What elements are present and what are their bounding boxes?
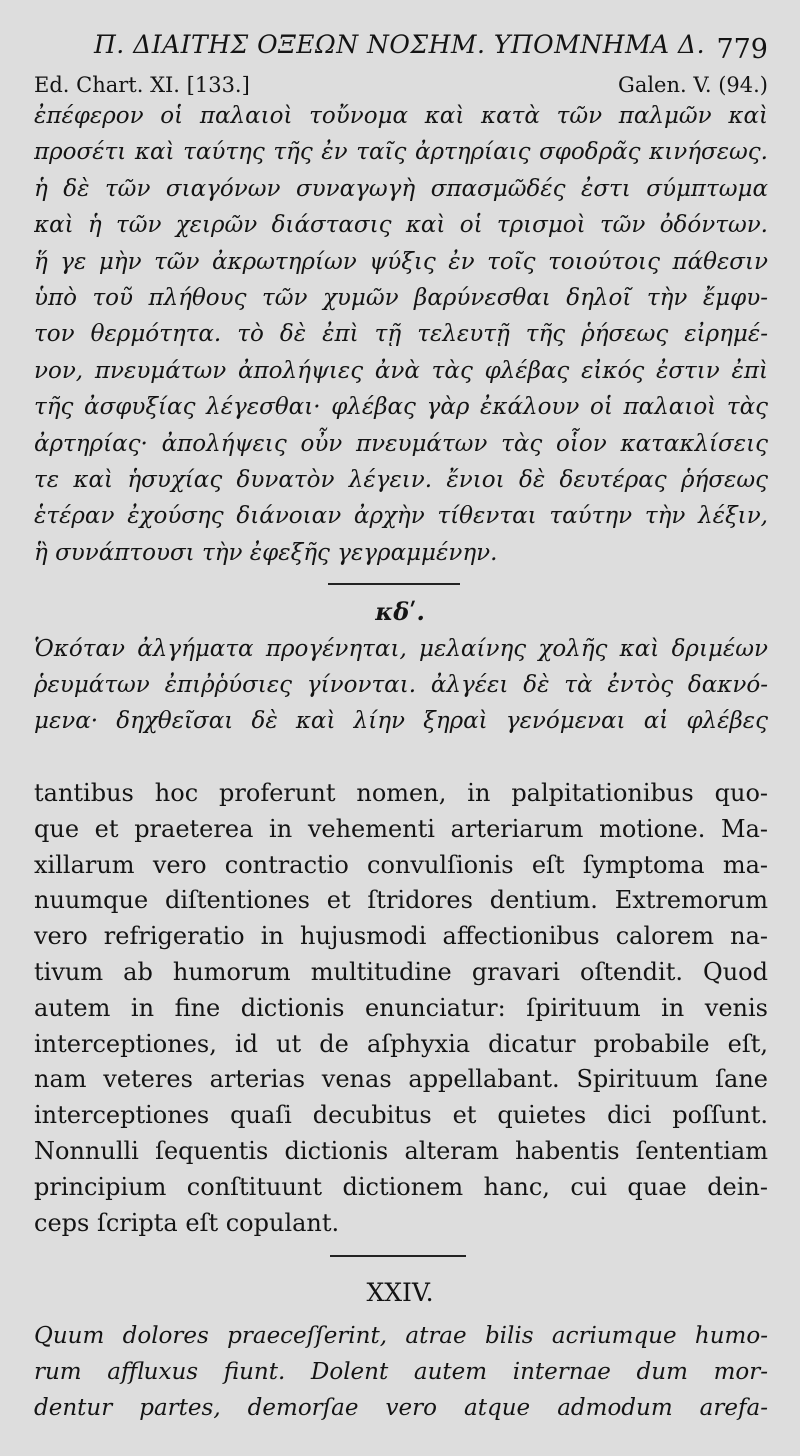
latin-commentary-line: tivum ab humorum multitudine gravari oſtendit. Quod bbox=[34, 957, 768, 986]
greek-lemma-line: ῥευμάτων ἐπιῤῥύσιες γίνονται. ἀλγέει δὲ τὰ ἐντὸς δακνό- bbox=[34, 672, 768, 698]
greek-commentary-line: ἑτέραν ἐχούσης διάνοιαν ἀρχὴν τίθενται ταύτην τὴν λέξιν, bbox=[34, 503, 768, 530]
greek-lemma-line: μενα· δηχθεῖσαι δὲ καὶ λίην ξηραὶ γενόμεναι αἱ φλέβες bbox=[34, 708, 768, 734]
latin-commentary-line: Nonnulli ſequentis dictionis alteram habentis ſententiam bbox=[34, 1136, 768, 1165]
greek-commentary-line: νον, πνευμάτων ἀπολήψιες ἀνὰ τὰς φλέβας εἰκός ἐστιν ἐπὶ bbox=[34, 357, 768, 384]
latin-lemma-line: Quum dolores praeceſſerint, atrae bilis acriumque humo- bbox=[34, 1323, 768, 1349]
greek-commentary-line: τῆς ἀσφυξίας λέγεσθαι· φλέβας γὰρ ἐκάλουν οἱ παλαιοὶ τὰς bbox=[34, 394, 768, 421]
latin-commentary-line: nam veteres arterias venas appellabant. Spirituum ſane bbox=[34, 1065, 768, 1094]
latin-section-number: XXIV. bbox=[366, 1278, 434, 1307]
latin-commentary-line: principium conſtituunt dictionem hanc, cui quae dein- bbox=[34, 1172, 768, 1201]
greek-commentary-line: ἐπέφερον οἱ παλαιοὶ τοὔνομα καὶ κατὰ τῶν παλμῶν καὶ bbox=[34, 103, 768, 129]
latin-lemma-line: rum affluxus fiunt. Dolent autem internae dum mor- bbox=[34, 1359, 768, 1385]
latin-commentary-line: xillarum vero contractio convulſionis eſt ſymptoma ma- bbox=[34, 850, 768, 879]
greek-commentary-line: τε καὶ ἡσυχίας δυνατὸν λέγειν. ἔνιοι δὲ δευτέρας ῥήσεως bbox=[34, 467, 768, 494]
latin-lemma bbox=[34, 1318, 768, 1426]
latin-commentary bbox=[34, 776, 768, 1241]
edition-reference-chartier: Ed. Chart. XI. [133.] bbox=[34, 73, 250, 97]
greek-commentary-line: ἀρτηρίας· ἀπολήψεις οὖν πνευμάτων τὰς οἷον κατακλίσεις bbox=[34, 430, 768, 457]
greek-lemma bbox=[34, 631, 768, 739]
latin-commentary-line: interceptiones quaſi decubitus et quietes dici poſſunt. bbox=[34, 1101, 768, 1130]
latin-commentary-line: interceptiones, id ut de aſphyxia dicatur probabile eſt, bbox=[34, 1029, 768, 1058]
latin-commentary-line: que et praeterea in vehementi arteriarum motione. Ma- bbox=[34, 814, 768, 843]
greek-commentary-line: ὑπὸ τοῦ πλήθους τῶν χυμῶν βαρύνεσθαι δηλοῖ τὴν ἔμφυ- bbox=[34, 285, 768, 312]
section-divider bbox=[330, 1255, 466, 1257]
edition-reference-line bbox=[34, 73, 768, 97]
greek-section-number: κδʹ. bbox=[375, 597, 425, 626]
greek-commentary-line: τον θερμότητα. τὸ δὲ ἐπὶ τῇ τελευτῇ τῆς ῥήσεως εἰρημέ- bbox=[34, 321, 768, 348]
greek-commentary-line: καὶ ἡ τῶν χειρῶν διάστασις καὶ οἱ τρισμοὶ τῶν ὀδόντων. bbox=[34, 212, 768, 239]
greek-commentary-line: ἣ συνάπτουσι τὴν ἐφεξῆς γεγραμμένην. bbox=[34, 539, 498, 566]
latin-commentary-line: vero refrigeratio in hujusmodi affectionibus calorem na- bbox=[34, 922, 768, 951]
latin-lemma-line: dentur partes, demorſae vero atque admodum arefa- bbox=[34, 1395, 768, 1421]
latin-commentary-line: tantibus hoc proferunt nomen, in palpitationibus quo- bbox=[34, 779, 768, 807]
greek-commentary-line: ἡ δὲ τῶν σιαγόνων συναγωγὴ σπασμῶδές ἐστι σύμπτωμα bbox=[34, 175, 768, 202]
greek-commentary-line: προσέτι καὶ ταύτης τῆς ἐν ταῖς ἀρτηρίαις σφοδρᾶς κινήσεως. bbox=[34, 139, 768, 166]
edition-reference-kuehn: Galen. V. (94.) bbox=[618, 73, 768, 97]
latin-commentary-line: ceps ſcripta eſt copulant. bbox=[34, 1208, 340, 1237]
page-number: 779 bbox=[716, 34, 768, 65]
latin-commentary-line: autem in fine dictionis enunciatur: ſpirituum in venis bbox=[34, 993, 768, 1022]
greek-lemma-line: Ὁκόταν ἀλγήματα προγένηται, μελαίνης χολῆς καὶ δριμέων bbox=[34, 636, 768, 662]
greek-commentary bbox=[34, 98, 768, 571]
latin-commentary-line: nuumque diſtentiones et ſtridores dentium. Extremorum bbox=[34, 886, 768, 915]
greek-commentary-line: ἥ γε μὴν τῶν ἀκρωτηρίων ψύξις ἐν τοῖς τοιούτοις πάθεσιν bbox=[34, 248, 768, 275]
running-title: Π. ΔΙΑΙΤΗΣ ΟΞΕΩΝ ΝΟΣΗΜ. ΥΠΟΜΝΗΜΑ Δ. bbox=[94, 30, 706, 59]
section-divider bbox=[328, 583, 460, 585]
